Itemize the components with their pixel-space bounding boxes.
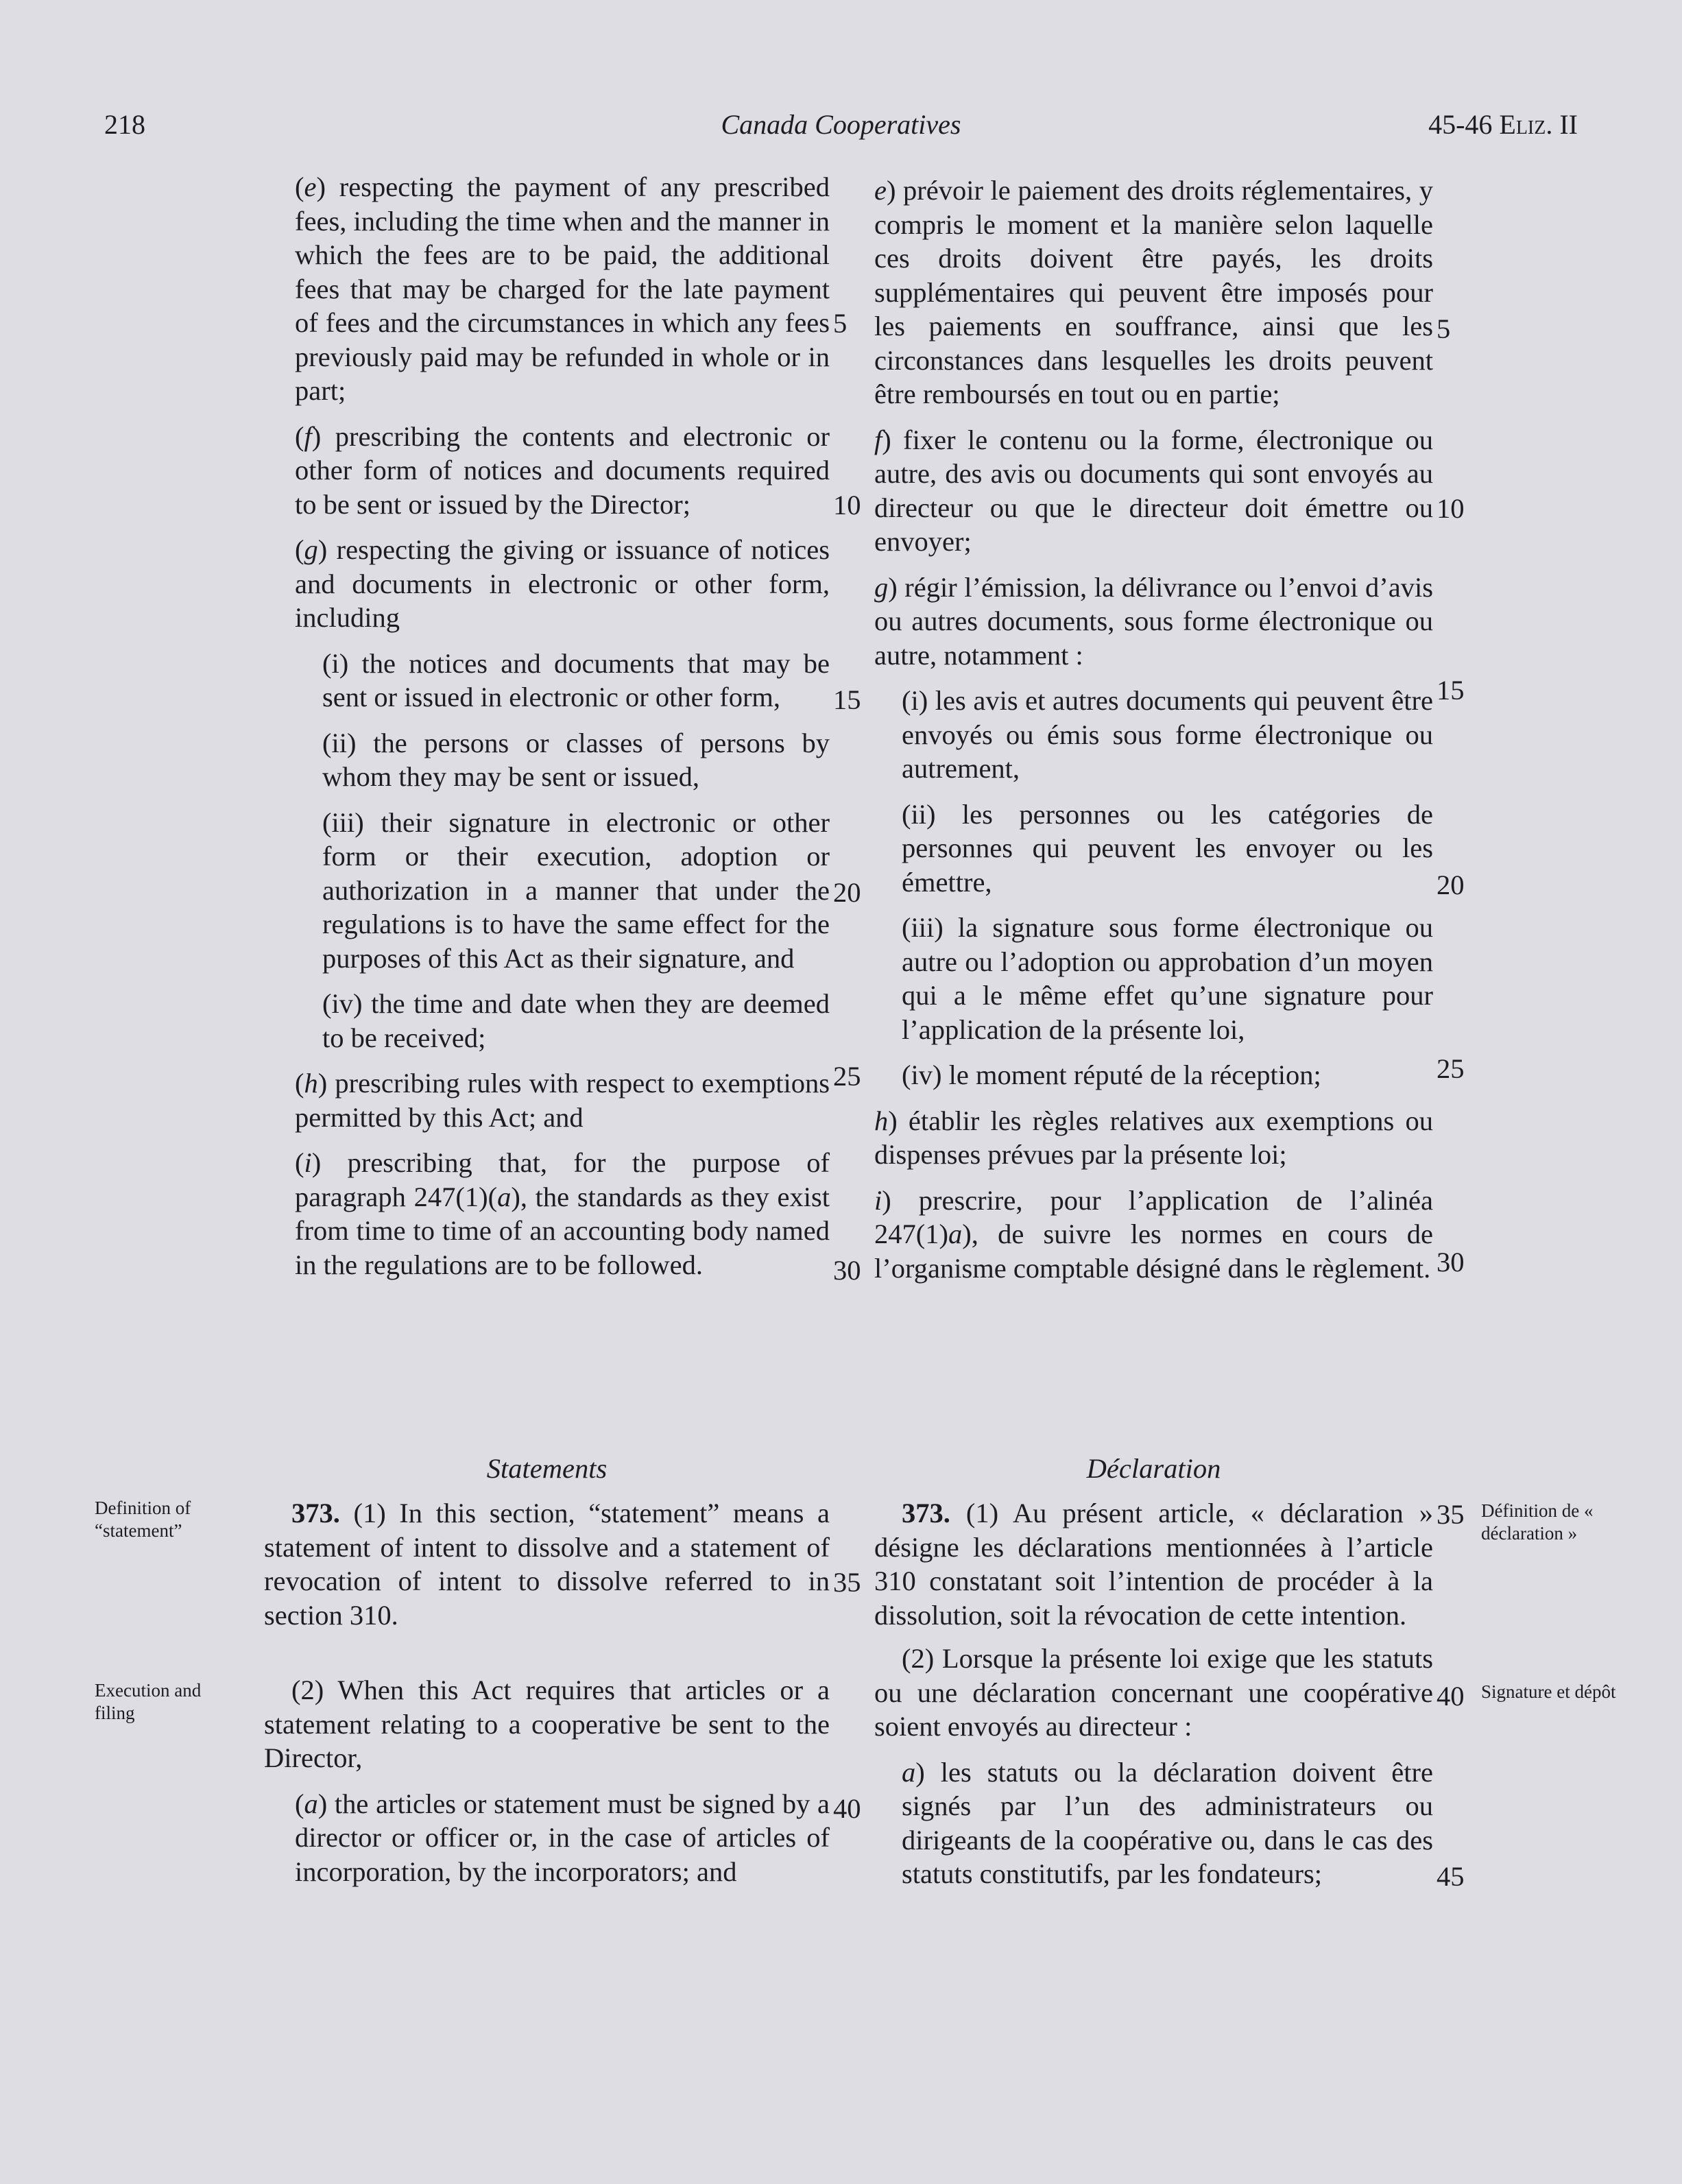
en-para-f: (f) prescribing the contents and electronic or other form of notices and documents required to be sent or issued by the Director; — [295, 420, 830, 520]
fr-heading-declaration: Déclaration — [1086, 1453, 1221, 1484]
running-title: Canada Cooperatives — [721, 109, 961, 140]
en-line-number: 15 — [833, 684, 861, 715]
en-subsection-373-2: (2) When this Act requires that articles or a statement relating to a cooperative be sent to the Director, — [264, 1675, 830, 1773]
en-para-g: (g) respecting the giving or issuance of notices and documents in electronic or other form, including — [295, 534, 830, 633]
fr-subsection-373-2: (2) Lorsque la présente loi exige que les statuts ou une déclaration concernant une coopérative soient envoyés au directeur : — [874, 1643, 1433, 1742]
marginal-note-execution-en: Execution and filing — [95, 1680, 202, 1723]
fr-line-number: 5 — [1437, 313, 1451, 344]
en-line-number: 10 — [833, 490, 861, 520]
en-line-number: 5 — [833, 308, 848, 339]
fr-line-number: 40 — [1437, 1681, 1465, 1712]
marginal-note-definition-en: Definition of “statement” — [95, 1498, 191, 1541]
en-para-373-2-a: (a) the articles or statement must be signed by a director or officer or, in the case of articles of incorporation, by the incorporators; and — [295, 1788, 830, 1887]
en-subpara-iii: (iii) their signature in electronic or other form or their execution, adoption or authorization in a manner that under the regulations is to have the same effect for the purposes of this Act as their signature, and — [322, 806, 830, 974]
fr-line-number: 30 — [1437, 1247, 1465, 1277]
en-line-number: 20 — [833, 877, 861, 908]
en-para-e: (e) respecting the payment of any prescribed fees, including the time when and the manner in which the fees are to be paid, the additional fees that may be charged for the late payment of fees and the circumstances in which any fees previously paid may be refunded in whole or in part; — [295, 171, 830, 406]
fr-line-number: 20 — [1437, 869, 1465, 900]
fr-para-h: h) établir les règles relatives aux exemptions ou dispenses prévues par la présente loi; — [874, 1105, 1433, 1170]
en-heading-statements: Statements — [486, 1453, 608, 1484]
fr-subpara-i: (i) les avis et autres documents qui peuvent être envoyés ou émis sous forme électronique ou autrement, — [902, 685, 1433, 784]
fr-para-g: g) régir l’émission, la délivrance ou l’envoi d’avis ou autres documents, sous forme électronique ou autre, notamment : — [874, 571, 1433, 671]
fr-subpara-iii: (iii) la signature sous forme électronique ou autre ou l’adoption ou approbation d’un moyen qui a le même effet qu’une signature pour l’application de la présente loi, — [902, 912, 1433, 1045]
en-subpara-i: (i) the notices and documents that may be sent or issued in electronic or other form, — [322, 647, 830, 712]
session-reference: 45-46 Eliz. II — [1428, 109, 1578, 140]
fr-line-number: 35 — [1437, 1499, 1465, 1530]
fr-line-number: 15 — [1437, 675, 1465, 706]
en-para-h: (h) prescribing rules with respect to exemptions permitted by this Act; and — [295, 1068, 830, 1133]
page-number: 218 — [104, 109, 145, 140]
fr-line-number: 45 — [1437, 1861, 1465, 1892]
en-para-i: (i) prescribing that, for the purpose of paragraph 247(1)(a), the standards as they exist from time to time of an accounting body named in the regulations are to be followed. — [295, 1147, 830, 1280]
fr-subpara-ii: (ii) les personnes ou les catégories de personnes qui peuvent les envoyer ou les émettre, — [902, 798, 1433, 898]
en-subpara-ii: (ii) the persons or classes of persons by whom they may be sent or issued, — [322, 727, 830, 792]
french-column-upper — [874, 173, 1433, 1297]
en-line-number: 30 — [833, 1255, 861, 1286]
en-line-number: 25 — [833, 1061, 861, 1092]
marginal-note-signature-fr: Signature et dépôt — [1481, 1681, 1616, 1702]
en-line-number: 40 — [833, 1793, 861, 1824]
fr-subsection-373-1: 373. (1) Au présent article, « déclaration » désigne les déclarations mentionnées à l’article 310 constatant soit l’intention de procéder à la dissolution, soit la révocation de cette intention. — [874, 1498, 1433, 1631]
fr-line-number: 25 — [1437, 1053, 1465, 1084]
fr-line-number: 10 — [1437, 493, 1465, 524]
en-subsection-373-1: 373. (1) In this section, “statement” means a statement of intent to dissolve and a statement of revocation of intent to dissolve referred to in section 310. — [264, 1498, 830, 1631]
marginal-note-definition-fr: Définition de « déclaration » — [1481, 1500, 1594, 1544]
fr-subpara-iv: (iv) le moment réputé de la réception; — [902, 1059, 1321, 1090]
french-section-373 — [874, 1496, 1433, 1903]
en-line-number: 35 — [833, 1567, 861, 1598]
english-column-upper — [295, 170, 830, 1293]
en-subpara-iv: (iv) the time and date when they are deemed to be received; — [322, 988, 830, 1053]
english-section-373 — [264, 1496, 830, 1900]
fr-para-f: f) fixer le contenu ou la forme, électronique ou autre, des avis ou documents qui sont envoyés au directeur ou que le directeur doit émettre ou envoyer; — [874, 424, 1433, 557]
fr-para-373-2-a: a) les statuts ou la déclaration doivent être signés par l’un des administrateurs ou dirigeants de la coopérative ou, dans le cas des statuts constitutifs, par les fondateurs; — [902, 1756, 1433, 1889]
fr-para-e: e) prévoir le paiement des droits réglementaires, y compris le moment et la manière selon laquelle ces droits doivent être payés, les droits supplémentaires qui peuvent être imposés pour les paiements en souffrance, ainsi que les circonstances dans lesquelles les droits peuvent être remboursés en tout ou en partie; — [874, 175, 1433, 409]
fr-para-i: i) prescrire, pour l’application de l’alinéa 247(1)a), de suivre les normes en cours de l’organisme comptable désigné dans le règlement. — [874, 1184, 1433, 1284]
